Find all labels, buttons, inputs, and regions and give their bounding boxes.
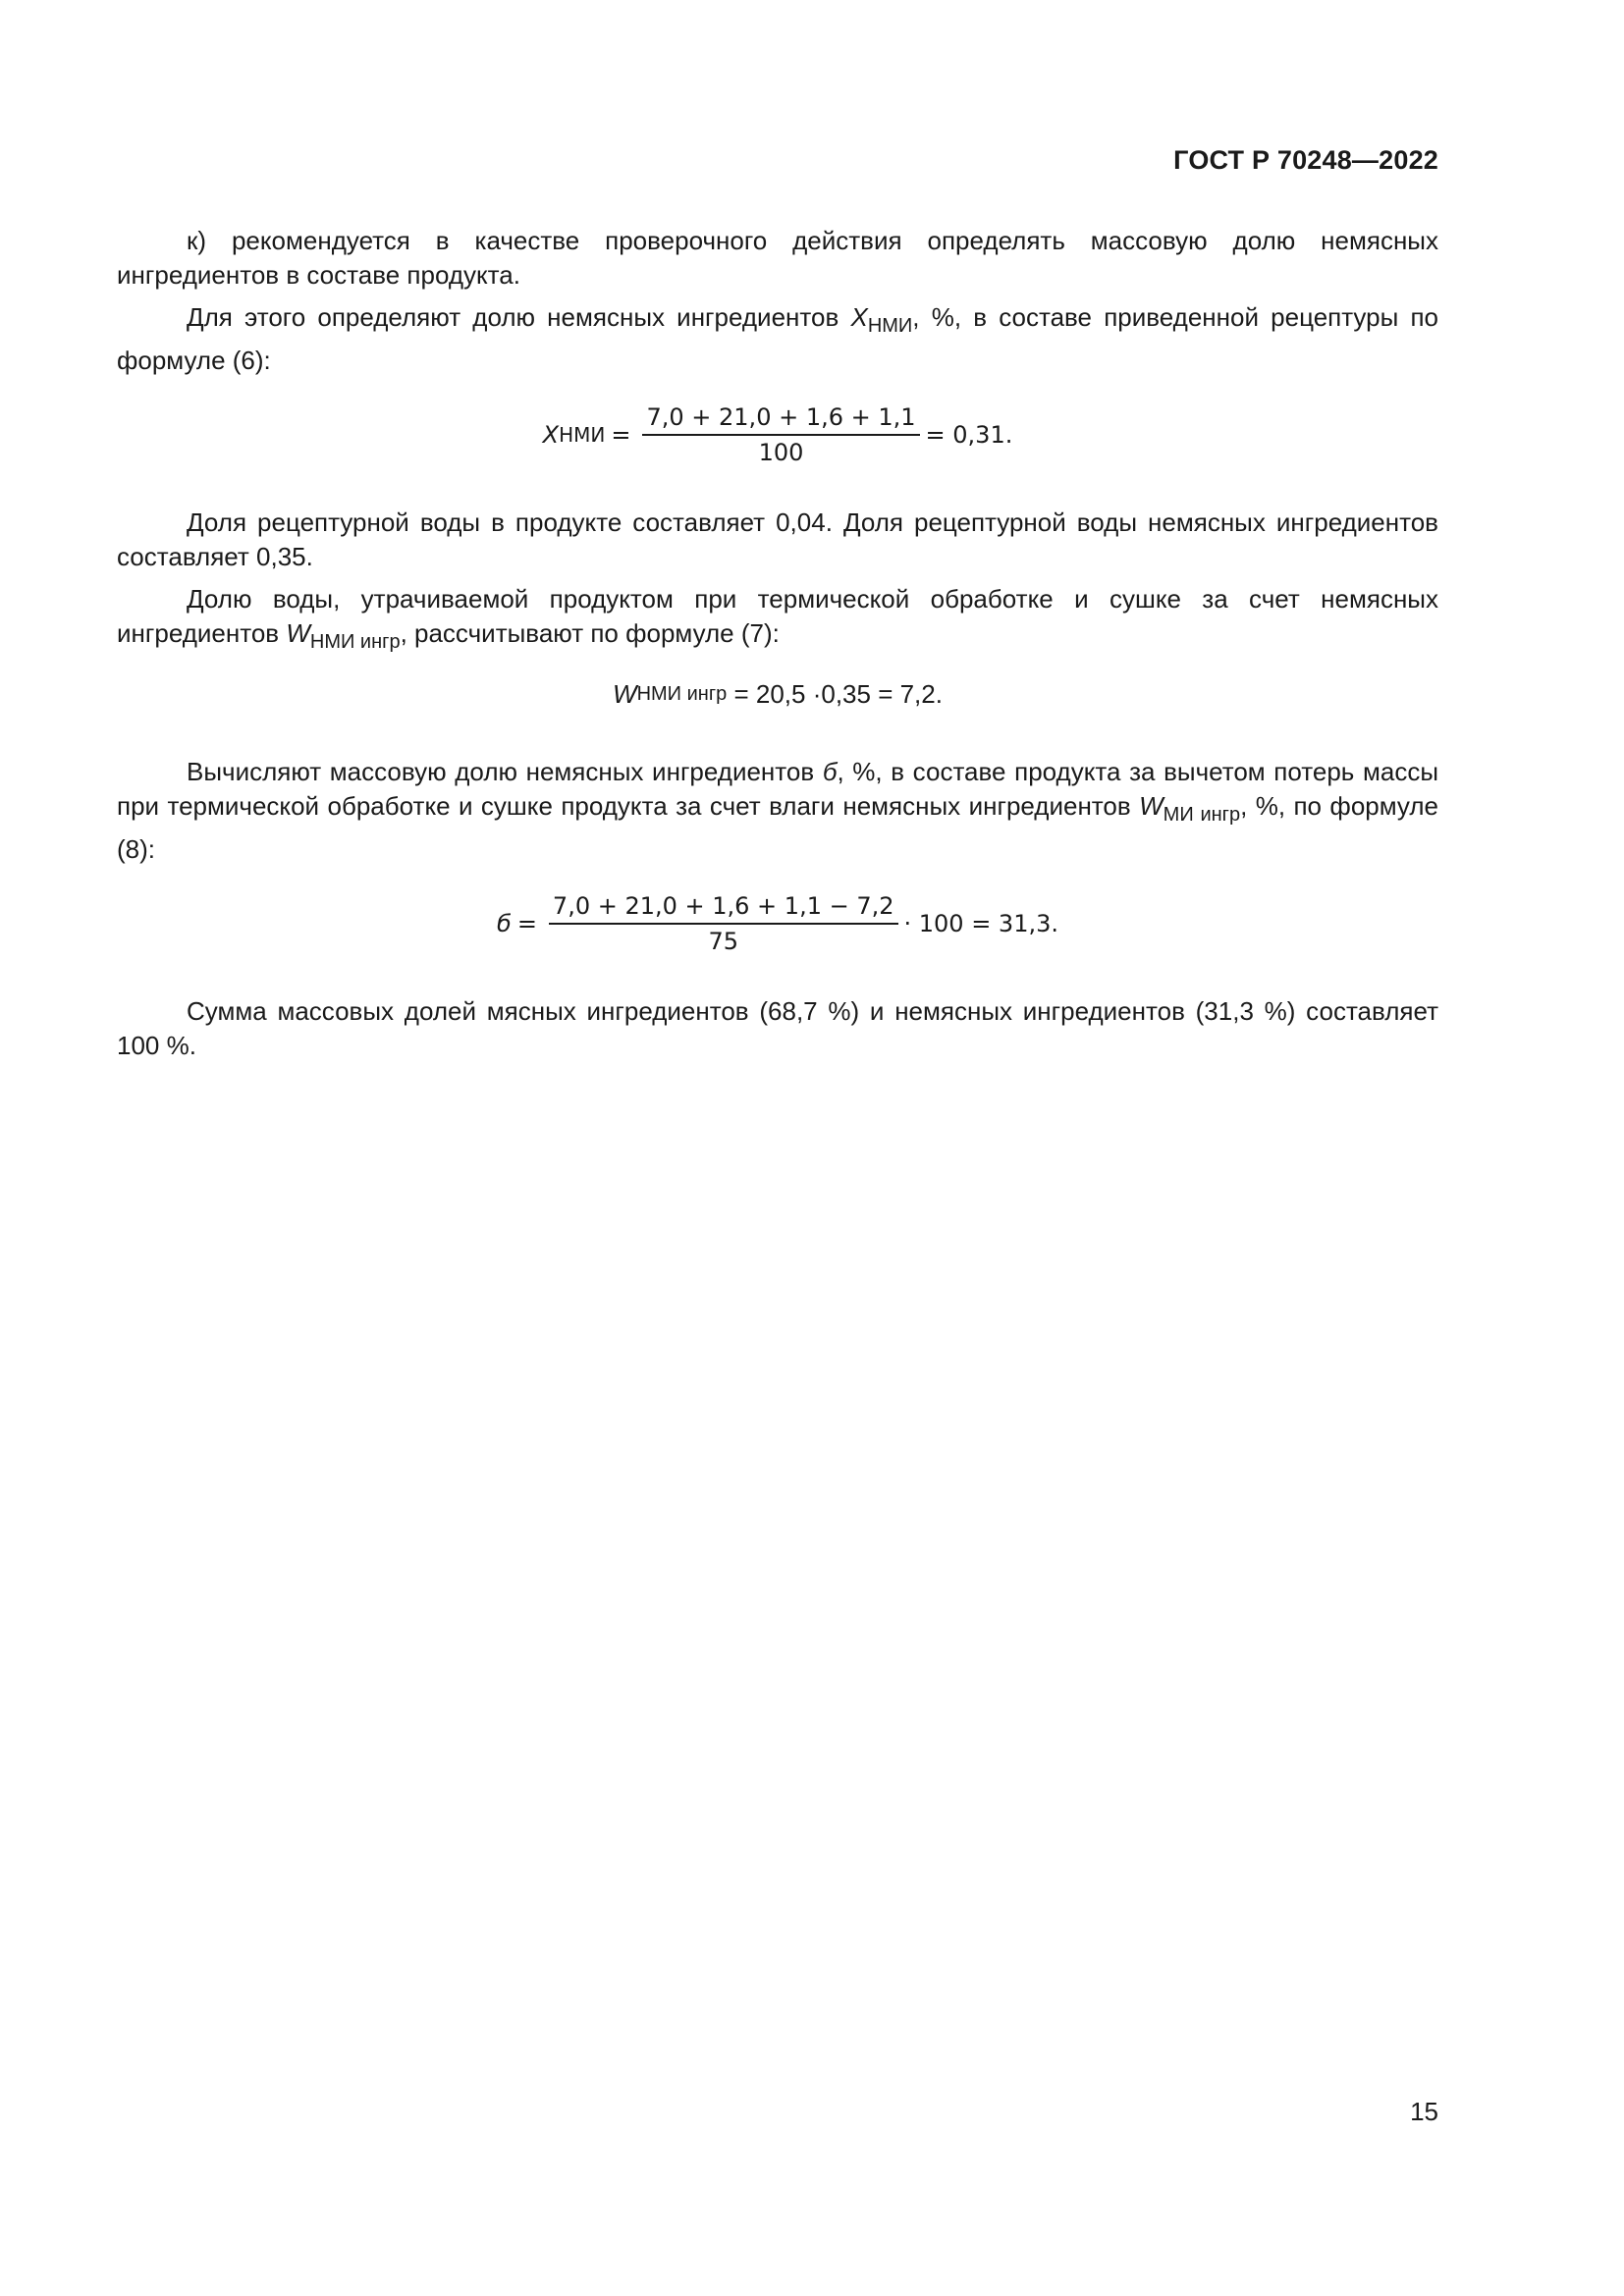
subscript-mi-ingr: МИ ингр <box>1163 804 1241 826</box>
text-fragment: , %, в составе продукта за вычетом потерь массы при термической обработке и сушке продукта за счет влаги немясных ингредиентов <box>117 757 1439 821</box>
subscript-nmi: НМИ <box>867 315 913 337</box>
paragraph-formula6-intro <box>117 300 1438 378</box>
page-number: 15 <box>1410 2097 1438 2126</box>
paragraph-formula8-intro <box>117 755 1438 867</box>
text-fragment: , рассчитывают по формуле (7): <box>400 618 780 648</box>
variable-x: X <box>850 302 868 332</box>
formula-6-fraction <box>642 403 919 466</box>
variable-w: W <box>1139 791 1164 821</box>
formula-6-equals: = <box>611 420 631 449</box>
formula-8-fraction <box>549 892 898 955</box>
formula-7-rhs: = 20,5 ·0,35 = 7,2. <box>727 679 943 709</box>
formula-7 <box>117 677 1438 712</box>
formula-8-denominator: 75 <box>708 928 738 955</box>
paragraph-sum: Сумма массовых долей мясных ингредиентов (68,7 %) и немясных ингредиентов (31,3 %) составляет 100 %. <box>117 996 1438 1060</box>
variable-w: W <box>286 618 310 648</box>
paragraph-water-share: Доля рецептурной воды в продукте составляет 0,04. Доля рецептурной воды немясных ингредиентов составляет 0,35. <box>117 507 1438 571</box>
formula-8-result: · 100 = 31,3. <box>903 909 1058 937</box>
text-fragment: Вычисляют массовую долю немясных ингредиентов <box>187 757 823 786</box>
page-content <box>117 224 1438 1071</box>
text-fragment: Для этого определяют долю немясных ингредиентов <box>187 302 851 332</box>
formula-8-lhs-var: б <box>497 909 512 937</box>
formula-6-numerator: 7,0 + 21,0 + 1,6 + 1,1 <box>642 403 919 436</box>
formula-8-numerator: 7,0 + 21,0 + 1,6 + 1,1 − 7,2 <box>549 892 898 925</box>
formula-6-result: = 0,31. <box>925 420 1013 449</box>
paragraph-formula7-intro <box>117 582 1438 660</box>
formula-8-equals: = <box>516 909 537 937</box>
formula-8 <box>117 892 1438 955</box>
formula-6-lhs-sub: НМИ <box>559 422 606 447</box>
formula-6 <box>117 403 1438 466</box>
formula-7-lhs-var: W <box>613 679 637 709</box>
formula-6-lhs-var: X <box>542 420 560 449</box>
text-fragment: Долю воды, утрачиваемой продуктом при термической обработке и сушке за счет немясных ингредиентов <box>117 584 1438 648</box>
formula-6-denominator: 100 <box>758 439 804 466</box>
variable-b: б <box>822 757 838 786</box>
document-number: ГОСТ Р 70248—2022 <box>1173 145 1438 175</box>
formula-7-lhs-sub: НМИ ингр <box>636 683 728 705</box>
paragraph-k: к) рекомендуется в качестве проверочного действия определять массовую долю немясных ингредиентов в составе продукта. <box>117 226 1438 290</box>
text-fragment: , %, в составе приведенной рецептуры по формуле (6): <box>117 302 1438 375</box>
text-fragment: , %, по формуле (8): <box>117 791 1438 864</box>
subscript-nmi-ingr: НМИ ингр <box>309 631 401 653</box>
